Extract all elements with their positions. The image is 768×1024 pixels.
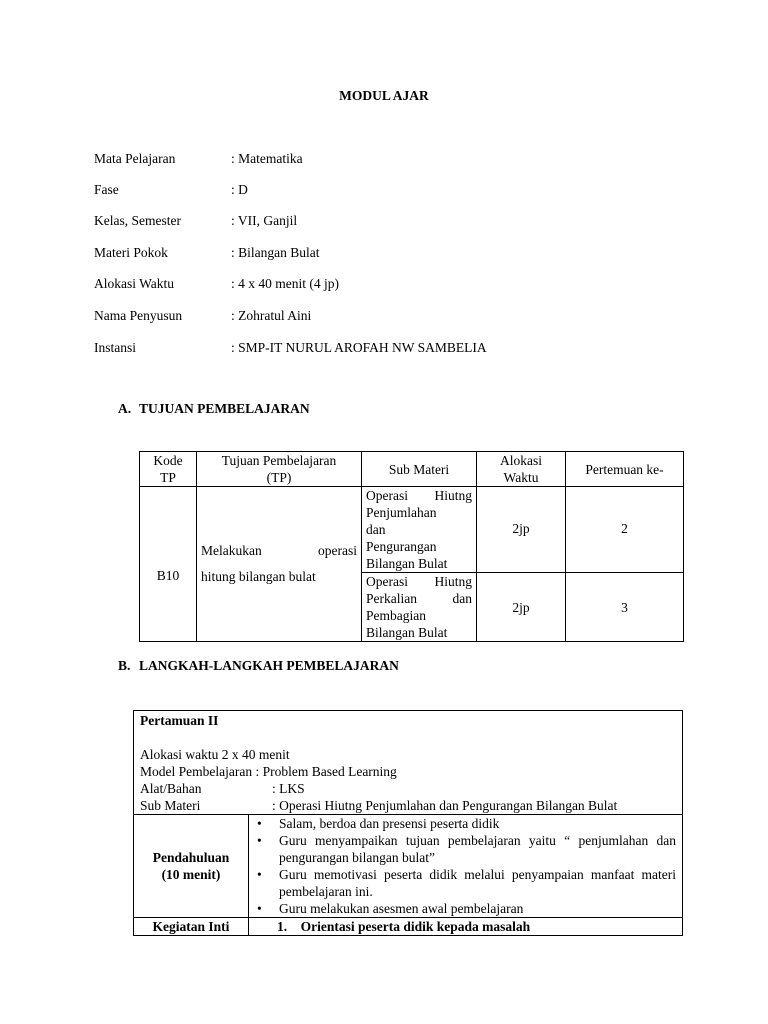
- cell-tujuan: Melakukan operasi hitung bilangan bulat: [197, 487, 362, 642]
- info-label: Fase: [94, 182, 119, 197]
- info-value: : D: [231, 182, 248, 197]
- info-label: Mata Pelajaran: [94, 151, 176, 166]
- info-label: Nama Penyusun: [94, 308, 183, 323]
- cell-sub-materi: Operasi Hiutng Perkalian dan Pembagian Bilangan Bulat: [362, 573, 477, 642]
- section-letter: A.: [118, 401, 132, 416]
- info-label: Alokasi Waktu: [94, 276, 175, 291]
- tujuan-pembelajaran-table: [139, 451, 684, 642]
- cell-sub-materi: Operasi Hiutng Penjumlahan dan Pengurangan Bilangan Bulat: [362, 487, 477, 573]
- header-alokasi-waktu: Alokasi Waktu: [477, 452, 566, 487]
- info-label: Instansi: [94, 340, 136, 355]
- list-item: • Salam, berdoa dan presensi peserta didik: [279, 815, 676, 832]
- meeting-info-row: [134, 711, 683, 815]
- header-tujuan-pembelajaran: Tujuan Pembelajaran (TP): [197, 452, 362, 487]
- info-label: Kelas, Semester: [94, 213, 181, 228]
- cell-kode: B10: [140, 487, 197, 642]
- meeting-model: Model Pembelajaran : Problem Based Learning: [140, 764, 397, 779]
- meeting-sub-materi: Sub Materi : Operasi Hiutng Penjumlahan dan Pengurangan Bilangan Bulat: [140, 798, 618, 813]
- info-label: Materi Pokok: [94, 245, 168, 260]
- kegiatan-inti-first-step: 1. Orientasi peserta didik kepada masalah: [249, 918, 683, 936]
- section-letter: B.: [118, 658, 131, 673]
- header-sub-materi: Sub Materi: [362, 452, 477, 487]
- kegiatan-inti-label: Kegiatan Inti: [134, 918, 249, 936]
- section-title: LANGKAH-LANGKAH PEMBELAJARAN: [139, 658, 399, 673]
- cell-alokasi: 2jp: [477, 573, 566, 642]
- table-row: [140, 487, 684, 573]
- info-value: : SMP-IT NURUL AROFAH NW SAMBELIA: [231, 340, 487, 355]
- meeting-heading: Pertamuan II: [140, 713, 219, 728]
- cell-pertemuan: 3: [566, 573, 684, 642]
- meeting-info-cell: [134, 711, 683, 815]
- document-title: MODUL AJAR: [339, 88, 429, 103]
- section-heading-tujuan: [118, 401, 310, 417]
- cell-alokasi: 2jp: [477, 487, 566, 573]
- info-value: : 4 x 40 menit (4 jp): [231, 276, 339, 291]
- pendahuluan-activities: [249, 815, 683, 918]
- section-title: TUJUAN PEMBELAJARAN: [139, 401, 310, 416]
- pendahuluan-row: [134, 815, 683, 918]
- list-item: • Guru melakukan asesmen awal pembelajaran: [279, 900, 676, 917]
- kegiatan-inti-row: [134, 918, 683, 936]
- meeting-alokasi: Alokasi waktu 2 x 40 menit: [140, 747, 290, 762]
- section-heading-langkah: [118, 658, 399, 674]
- table-header-row: [140, 452, 684, 487]
- pendahuluan-label: Pendahuluan (10 menit): [134, 815, 249, 918]
- info-value: : VII, Ganjil: [231, 213, 298, 228]
- cell-pertemuan: 2: [566, 487, 684, 573]
- info-value: : Matematika: [231, 151, 303, 166]
- meeting-alat: Alat/Bahan : LKS: [140, 781, 305, 796]
- info-value: : Bilangan Bulat: [231, 245, 320, 260]
- list-item: • Guru memotivasi peserta didik melalui penyampaian manfaat materi pembelajaran ini.: [279, 866, 676, 900]
- langkah-pembelajaran-table: [133, 710, 683, 936]
- list-item: • Guru menyampaikan tujuan pembelajaran yaitu “ penjumlahan dan pengurangan bilangan bulat”: [279, 832, 676, 866]
- header-pertemuan: Pertemuan ke-: [566, 452, 684, 487]
- info-value: : Zohratul Aini: [231, 308, 312, 323]
- header-kode-tp: Kode TP: [140, 452, 197, 487]
